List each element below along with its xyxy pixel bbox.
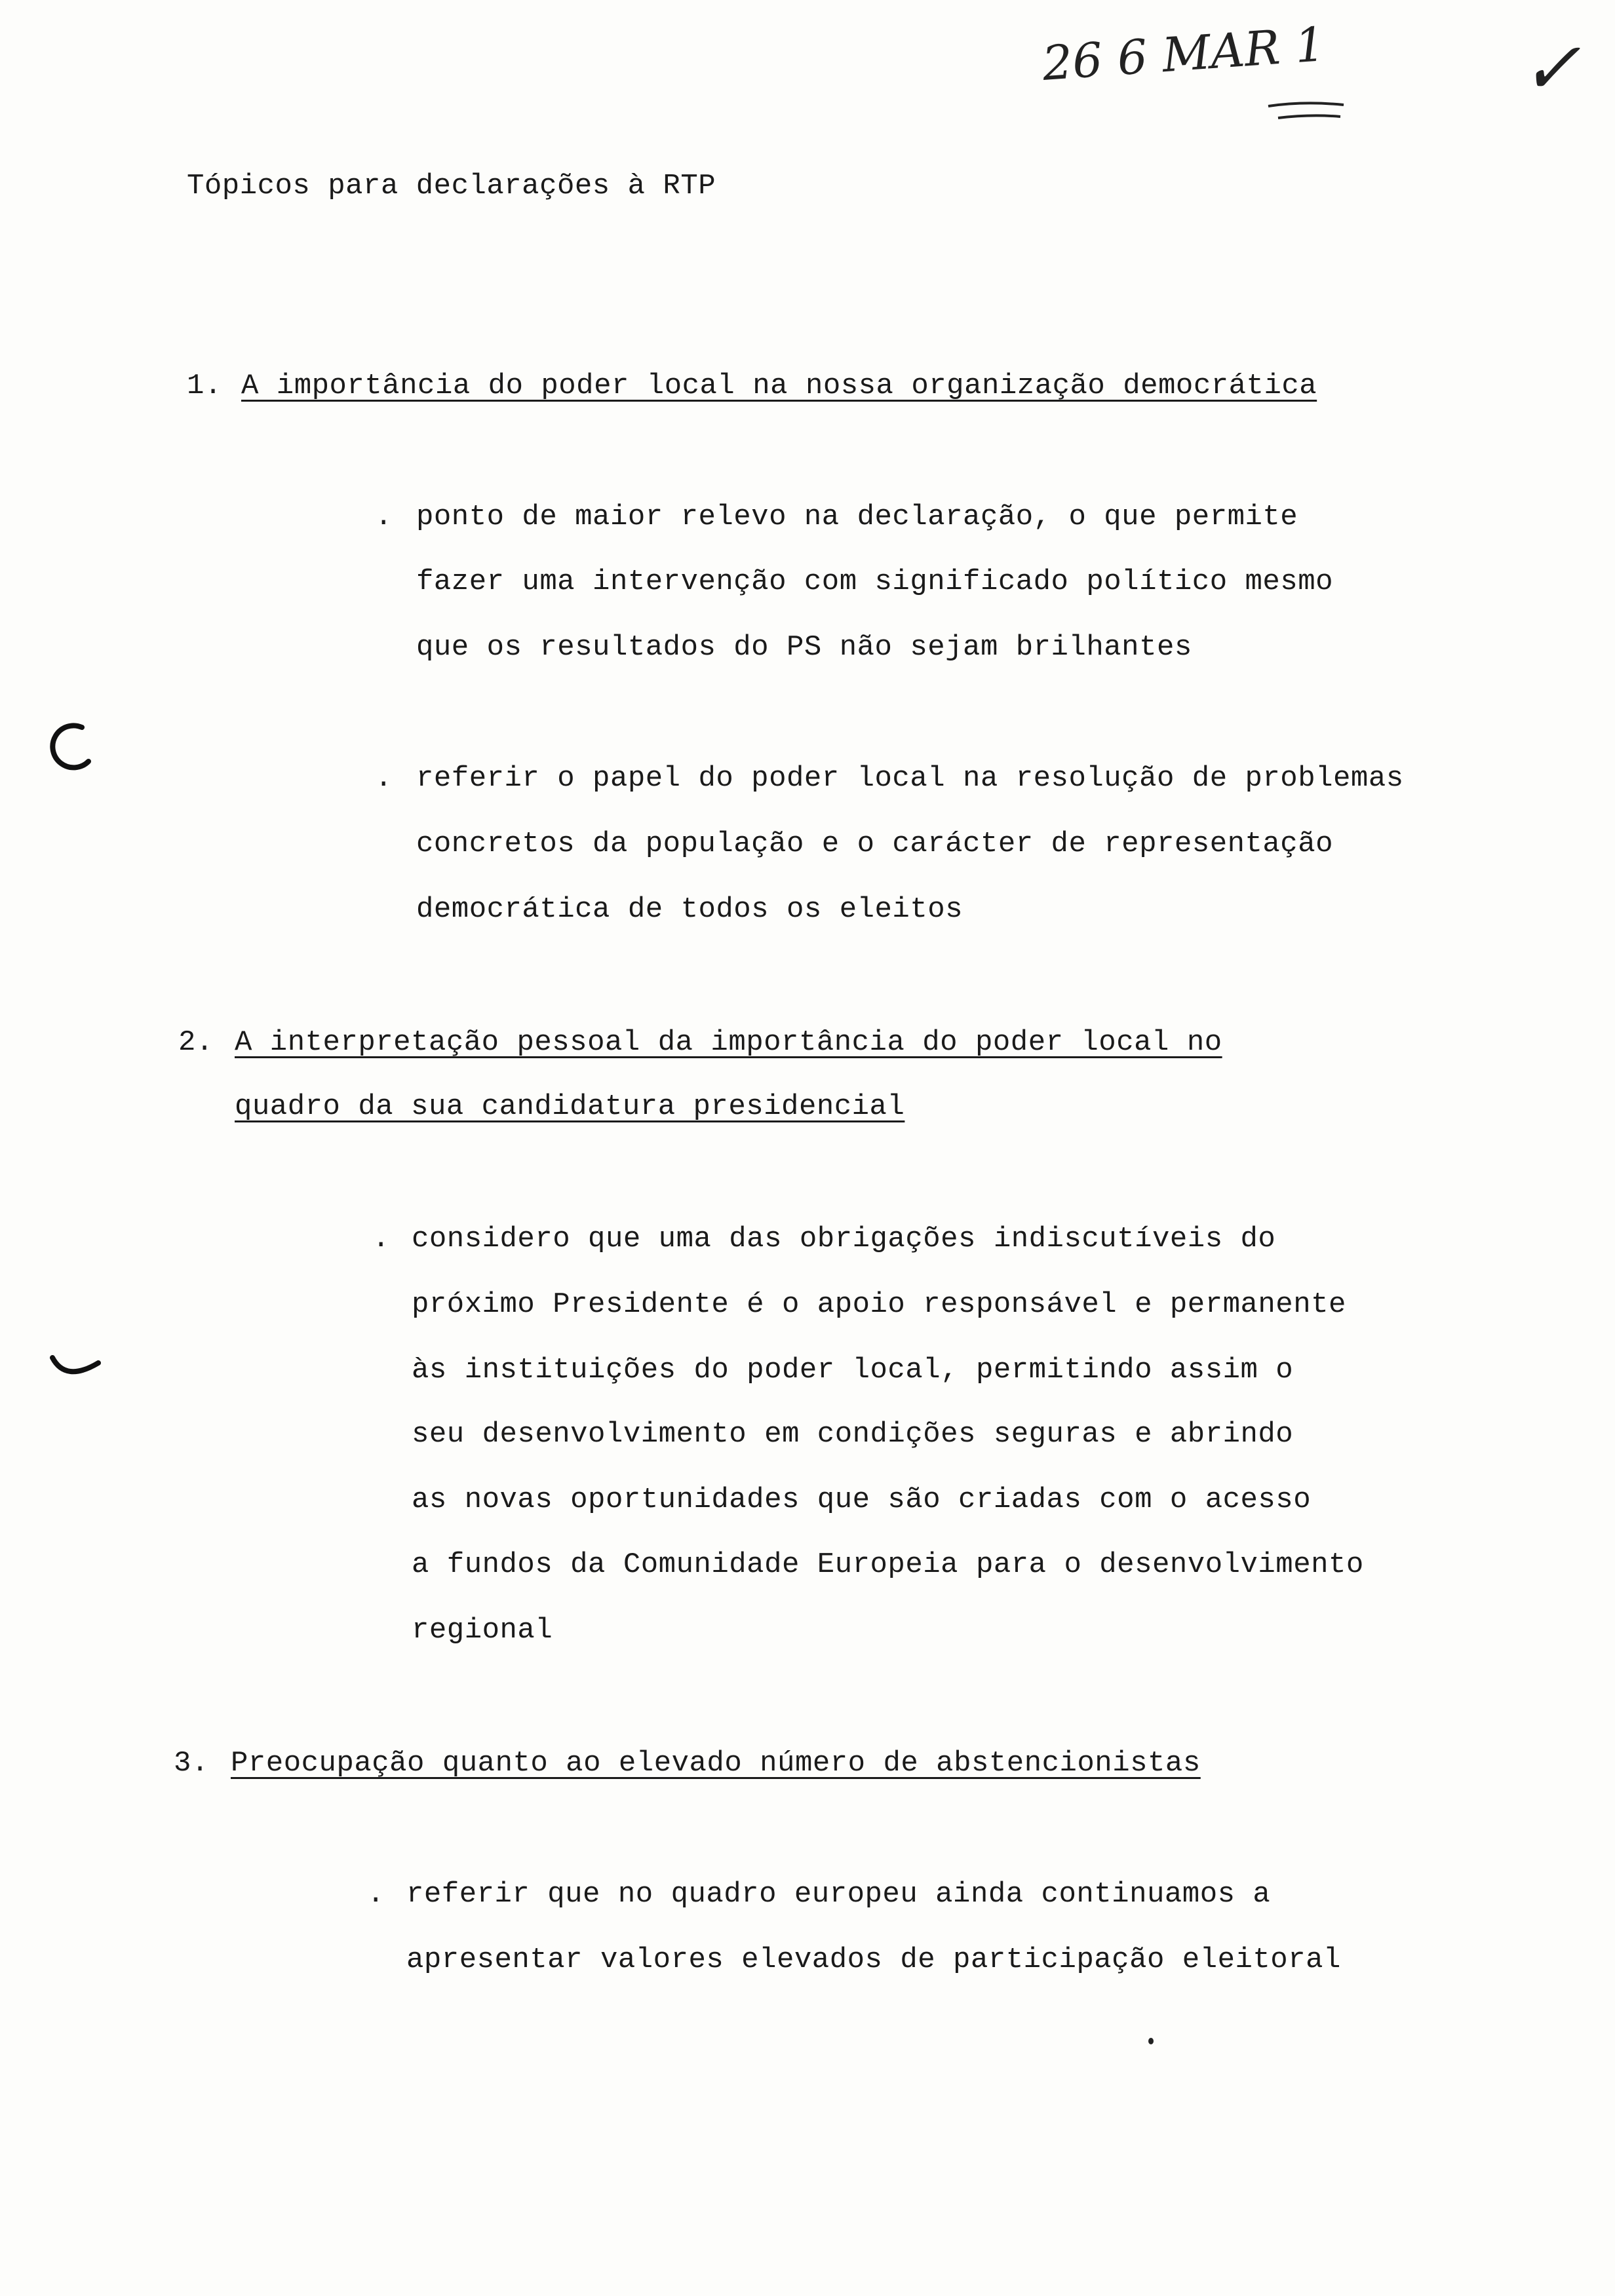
document-title: Tópicos para declarações à RTP <box>187 170 716 202</box>
section-2-bullet-1-line-6: a fundos da Comunidade Europeia para o desenvolvimento <box>412 1548 1364 1581</box>
section-1-bullet-2-line-1: referir o papel do poder local na resolução de problemas <box>416 762 1404 795</box>
margin-mark-icon <box>46 1350 105 1389</box>
margin-mark-icon <box>46 721 98 773</box>
section-2-heading-line-1: A interpretação pessoal da importância do poder local no <box>235 1026 1222 1059</box>
section-2-bullet-1-line-5: as novas oportunidades que são criadas com o acesso <box>412 1483 1312 1516</box>
bullet-marker: . <box>372 1223 390 1255</box>
bullet-marker: . <box>375 501 393 533</box>
section-3-heading: Preocupação quanto ao elevado número de abstencionistas <box>231 1747 1201 1780</box>
section-1-bullet-2-line-2: concretos da população e o carácter de representação <box>416 828 1334 860</box>
section-2-bullet-1-line-1: considero que uma das obrigações indiscutíveis do <box>412 1223 1276 1255</box>
ink-dot <box>1148 2038 1154 2044</box>
section-3-number: 3. <box>174 1747 209 1780</box>
section-1-bullet-1-line-1: ponto de maior relevo na declaração, o que permite <box>416 501 1298 533</box>
bullet-marker: . <box>375 762 393 795</box>
section-1-bullet-1-line-3: que os resultados do PS não sejam brilhantes <box>416 631 1192 664</box>
section-2-bullet-1-line-3: às instituições do poder local, permitindo assim o <box>412 1354 1294 1387</box>
section-1-number: 1. <box>187 370 222 402</box>
section-3-bullet-1-line-2: apresentar valores elevados de participação eleitoral <box>406 1943 1341 1976</box>
section-1-bullet-2-line-3: democrática de todos os eleitos <box>416 893 963 926</box>
section-2-bullet-1-line-7: regional <box>412 1614 553 1647</box>
handwritten-date-note: 26 6 MAR 1 <box>1040 16 1327 91</box>
handwritten-check-mark: ✓ <box>1521 26 1582 110</box>
section-2-bullet-1-line-2: próximo Presidente é o apoio responsável e permanente <box>412 1288 1346 1321</box>
section-2-number: 2. <box>178 1026 214 1059</box>
section-1-bullet-1-line-2: fazer uma intervenção com significado político mesmo <box>416 565 1334 598</box>
handwritten-underline-mark <box>1265 98 1350 124</box>
section-1-heading: A importância do poder local na nossa organização democrática <box>241 370 1317 402</box>
section-2-bullet-1-line-4: seu desenvolvimento em condições seguras e abrindo <box>412 1418 1294 1451</box>
section-2-heading-line-2: quadro da sua candidatura presidencial <box>235 1090 905 1123</box>
bullet-marker: . <box>367 1878 385 1911</box>
section-3-bullet-1-line-1: referir que no quadro europeu ainda continuamos a <box>406 1878 1271 1911</box>
